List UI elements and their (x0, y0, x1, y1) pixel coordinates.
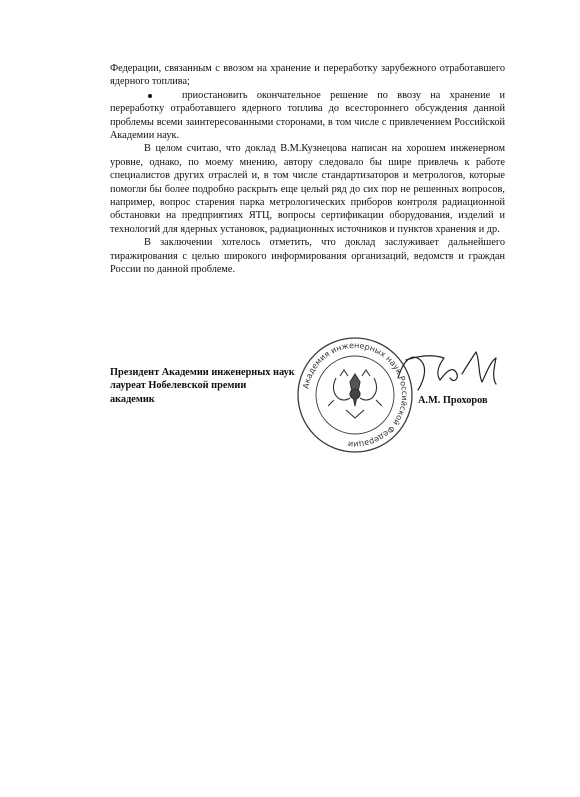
bullet-text: приостановить окончательное решение по ввозу на хранение и переработку отработавшего ядерного топлива до всестороннего обсуждения данной проблемы всеми заинтересованными сторонами, в том числе с привлечением Российской Академии наук. (110, 89, 505, 142)
paragraph-assessment: В целом считаю, что доклад В.М.Кузнецова написан на хорошем инженерном уровне, однако, по моему мнению, автору следовало бы шире привлечь к работе специалистов других отраслей и, в том числе стандартизаторов и метрологов, которые помогли бы более подробно раскрыть еще целый ряд до сих пор не решенных вопросов, например, вопрос старения парка метрологических приборов контроля радиационной обстановки на предприятиях ЯТЦ, вопросы сертификации оборудования, изделий и технологий для ядерных установок, радиационных источников и пунктов хранения и др. (110, 143, 505, 235)
signatory-name: А.М. Прохоров (418, 395, 488, 406)
paragraph-conclusion: В заключении хотелось отметить, что доклад заслуживает дальнейшего тиражирования с целью широкого информирования организаций, ведомств и граждан России по данной проблеме. (110, 237, 505, 276)
signatory-position: Президент Академии инженерных наук (110, 367, 295, 378)
signatory-rank: академик (110, 393, 155, 405)
handwritten-signature (392, 344, 502, 394)
bullet-paragraph (110, 89, 505, 143)
seal-text: Академия инженерных наук Российской Федерации (301, 340, 410, 450)
paragraph-continuation: Федерации, связанным с ввозом на хранение и переработку зарубежного отработавшего ядерного топлива; (110, 63, 505, 88)
bullet-icon (148, 94, 152, 98)
signatory-award: лауреат Нобелевской премии (110, 380, 247, 392)
signatory-title (110, 366, 295, 406)
letter-body (110, 62, 505, 277)
eagle-emblem-icon (328, 370, 382, 418)
